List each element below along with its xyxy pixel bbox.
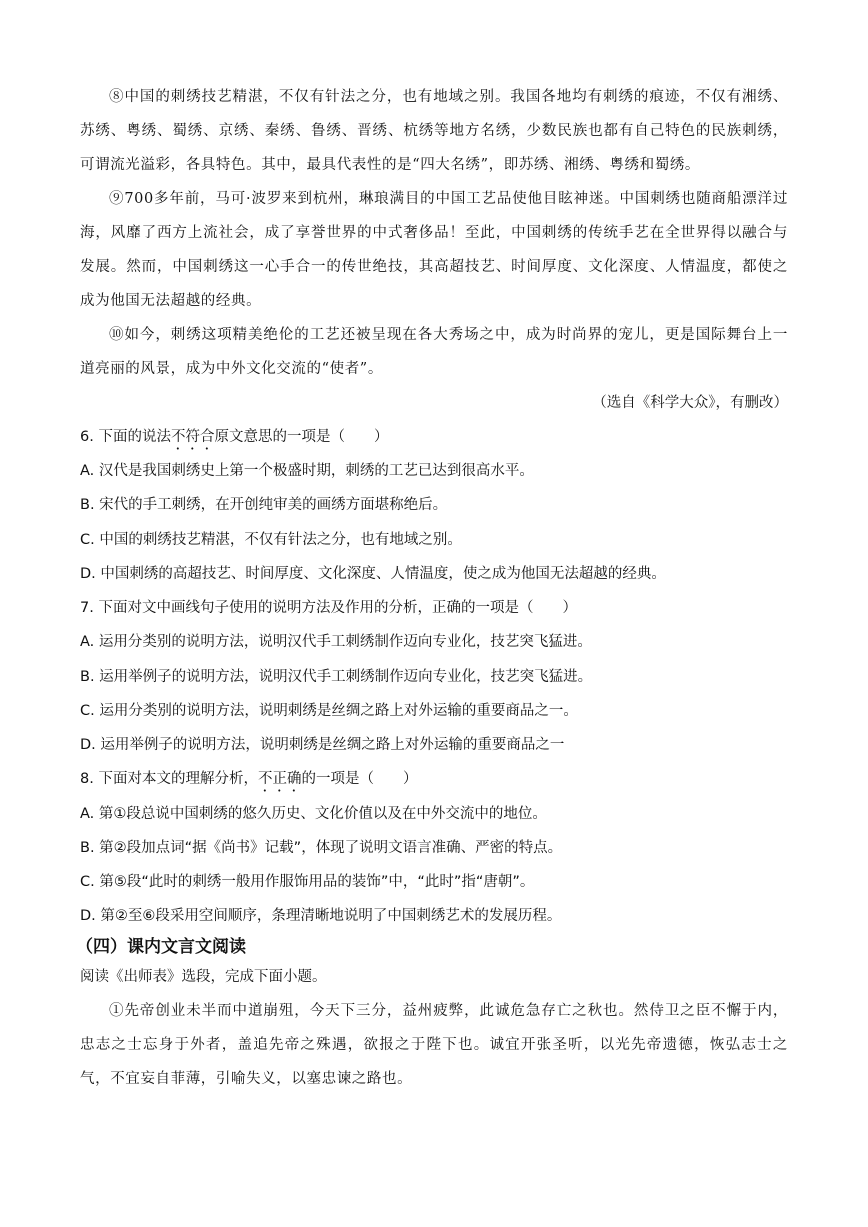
paragraph-9: ⑨700多年前，马可·波罗来到杭州，琳琅满目的中国工艺品使他目眩神迷。中国刺绣也随商船漂洋过海，风靡了西方上流社会，成了享誉世界的中式奢侈品！至此，中国刺绣的传统手艺在全世界得以融合与发展。然而，中国刺绣这一心手合一的传世绝技，其高超技艺、时间厚度、文化深度、人情温度，都使之成为他国无法超越的经典。: [80, 191, 788, 309]
question-6-option-b: B. 宋代的手工刺绣，在开创纯审美的画绣方面堪称绝后。: [80, 497, 448, 513]
question-6-stem-start: 6. 下面的说法: [80, 429, 171, 445]
question-6-option-a: A. 汉代是我国刺绣史上第一个极盛时期，刺绣的工艺已达到很高水平。: [80, 463, 534, 479]
question-6-option-d: D. 中国刺绣的高超技艺、时间厚度、文化深度、人情温度，使之成为他国无法超越的经典。: [80, 566, 666, 582]
question-8-option-d: D. 第②至⑥段采用空间顺序，条理清晰地说明了中国刺绣艺术的发展历程。: [80, 908, 562, 924]
paragraph-8: ⑧中国的刺绣技艺精湛，不仅有针法之分，也有地域之别。我国各地均有刺绣的痕迹，不仅有湘绣、苏绣、粤绣、蜀绣、京绣、秦绣、鲁绣、晋绣、杭绣等地方名绣，少数民族也都有自己特色的民族刺绣，可谓流光溢彩，各具特色。其中，最具代表性的是“四大名绣”，即苏绣、湘绣、粤绣和蜀绣。: [80, 89, 788, 173]
question-6-emphasis: 不符合: [170, 429, 215, 445]
question-7-option-c: C. 运用分类别的说明方法，说明刺绣是丝绸之路上对外运输的重要商品之一。: [80, 703, 578, 719]
question-8-stem: [80, 769, 790, 795]
section-4-instruction: 阅读《出师表》选段，完成下面小题。: [80, 969, 327, 985]
paragraph-10: ⑩如今，刺绣这项精美绝伦的工艺还被呈现在各大秀场之中，成为时尚界的宠儿，更是国际舞台上一道亮丽的风景，成为中外文化交流的“使者”。: [80, 327, 788, 377]
question-8-option-a: A. 第①段总说中国刺绣的悠久历史、文化价值以及在中外交流中的地位。: [80, 806, 547, 822]
question-6-stem-end: 原文意思的一项是（ ）: [214, 429, 389, 445]
question-8-emphasis: 不正确: [257, 771, 302, 787]
question-8-stem-end: 的一项是（ ）: [301, 771, 418, 787]
question-7-option-a: A. 运用分类别的说明方法，说明汉代手工刺绣制作迈向专业化，技艺突飞猛进。: [80, 634, 592, 650]
question-8-stem-start: 8. 下面对本文的理解分析，: [80, 771, 258, 787]
question-7-option-d: D. 运用举例子的说明方法，说明刺绣是丝绸之路上对外运输的重要商品之一: [80, 737, 565, 753]
question-6-option-c: C. 中国的刺绣技艺精湛，不仅有针法之分，也有地域之别。: [80, 532, 462, 548]
article-source: （选自《科学大众》，有删改）: [592, 395, 788, 411]
question-7-stem: 7. 下面对文中画线句子使用的说明方法及作用的分析，正确的一项是（ ）: [80, 600, 577, 616]
section-4-heading: （四）课内文言文阅读: [76, 937, 246, 957]
question-7-option-b: B. 运用举例子的说明方法，说明汉代手工刺绣制作迈向专业化，技艺突飞猛进。: [80, 669, 593, 685]
classical-text-paragraph-1: ①先帝创业未半而中道崩殂，今天下三分，益州疲弊，此诚危急存亡之秋也。然侍卫之臣不懈于内，忠志之士忘身于外者，盖追先帝之殊遇，欲报之于陛下也。诚宜开张圣听，以光先帝遗德，恢弘志士之气，不宜妄自菲薄，引喻失义，以塞忠谏之路也。: [80, 1003, 788, 1087]
question-8-option-c: C. 第⑤段“此时的刺绣一般用作服饰用品的装饰”中，“此时”指“唐朝”。: [80, 874, 535, 890]
question-6-stem: [80, 427, 790, 453]
question-8-option-b: B. 第②段加点词“据《尚书》记载”，体现了说明文语言准确、严密的特点。: [80, 840, 563, 856]
